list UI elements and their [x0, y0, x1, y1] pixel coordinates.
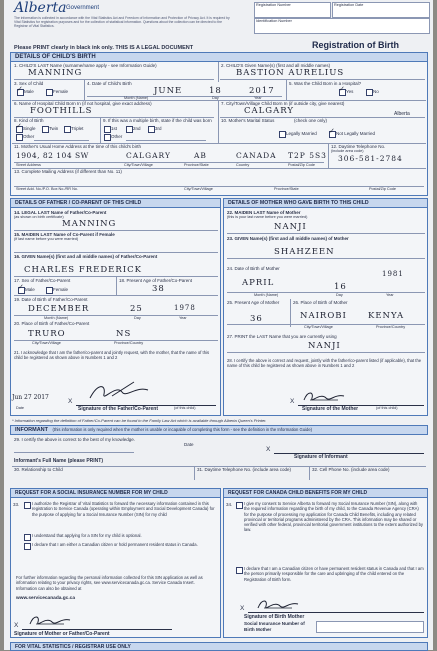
not-married-check: ✓: [329, 128, 335, 135]
ccb-number-label: 34.: [226, 502, 233, 507]
logo-subtitle: Government: [66, 5, 100, 11]
father-acknowledgement: 21. I acknowledge that I am the father/co-parent and jointly request, with the mother, that the name of this child be registered as shown above in Numbers 1 and 2: [14, 350, 210, 361]
mother-dob-day-caption: Day: [336, 293, 343, 297]
child-given-names-value[interactable]: BASTION AURELIUS: [236, 68, 345, 78]
mother-birth-city[interactable]: NAIROBI: [300, 311, 347, 321]
informant-certify-label: 29. I certify the above is correct to the best of my knowledge.: [14, 437, 136, 442]
form-title: Registration of Birth: [312, 40, 399, 50]
informant-signature-label: Signature of Informant: [294, 454, 348, 460]
marital-status-note: (check one only): [294, 118, 328, 123]
sin-privacy-text: For further information regarding the personal information collected for this SIN application as well as information relating to your privacy rights, see www.servicecanada.gc.ca. Service Canada Insert. Information can also be obtained at: [16, 575, 203, 591]
multiple-1st-checkbox[interactable]: [104, 126, 111, 133]
father-dob-day-caption: Day: [134, 316, 141, 320]
sin-optional-text: I understand that applying for a SIN for my child is optional.: [32, 533, 142, 538]
informant-daytime-phone-label: 31. Daytime Telephone No. (include area code): [197, 467, 291, 472]
city-caption: City/Town/Village: [124, 163, 153, 167]
child-sex-male-check: ✓: [17, 86, 23, 93]
home-address-postal[interactable]: T2P 5S3: [288, 151, 327, 160]
postal-caption: Postal/Zip Code: [288, 163, 316, 167]
father-last-name-label: 14. LEGAL LAST Name of Father/Co-Parent: [14, 210, 107, 215]
child-sex-label: 3. Sex of Child: [14, 81, 44, 86]
marital-status-label: 10. Mother's Marital Status: [221, 118, 275, 123]
mother-dob-year[interactable]: 1981: [382, 270, 404, 278]
birth-other-label: Other: [23, 134, 35, 139]
father-given-names-value[interactable]: CHARLES FREDERICK: [24, 265, 142, 275]
child-given-names-label: 2. CHILD'S Given Name(s) (first and all middle names): [221, 63, 331, 68]
multiple-other-checkbox[interactable]: [104, 134, 111, 141]
hospital-no-label: No: [373, 89, 379, 94]
birth-province-value: Alberta: [394, 111, 410, 117]
father-dob-label: 19. Date of Birth of Father/Co-Parent: [14, 297, 88, 302]
birth-city-value[interactable]: CALGARY: [244, 106, 294, 116]
child-sex-male-label: Male: [24, 89, 34, 94]
daytime-phone-note: (include area code): [331, 149, 364, 153]
country-caption: Country: [236, 163, 250, 167]
father-birth-province[interactable]: NS: [116, 329, 132, 339]
father-sex-female-label: Female: [53, 287, 69, 292]
mother-signature-label: Signature of the Mother: [302, 406, 359, 412]
ccb-sin-label: Social Insurance Number of Birth Mother: [244, 621, 305, 632]
mother-given-names-value[interactable]: SHAHZEEN: [274, 247, 335, 257]
mother-maiden-sub: (this is your last name before you were married): [227, 215, 308, 219]
ccb-consent-checkbox[interactable]: [236, 502, 243, 509]
child-dob-label: 4. Date of Child's Birth: [87, 81, 132, 86]
mother-maiden-label: 22. MAIDEN LAST Name of Mother: [227, 210, 301, 215]
birth-city-label: 7. City/Town/Village Child Born In (if outside city, give nearest): [221, 101, 345, 106]
coparent-maiden-label: 15. MAIDEN LAST Name of Co-Parent if Female: [14, 232, 115, 237]
registrar-use-bar: FOR VITAL STATISTICS / REGISTRAR USE ONLY: [10, 642, 428, 651]
child-dob-day-caption: Day: [212, 96, 219, 100]
sin-section-header: REQUEST FOR A SOCIAL INSURANCE NUMBER FOR MY CHILD: [10, 488, 221, 498]
father-last-name-sub: (as shown on birth certificate): [14, 215, 64, 219]
mother-birthplace-label: 26. Place of Birth of Mother: [293, 300, 348, 305]
hospital-question-label: 5. Was the Child Born in a Hospital?: [289, 81, 362, 86]
alberta-logo: Alberta: [14, 0, 67, 16]
father-age-value[interactable]: 38: [152, 284, 165, 294]
father-last-name-value[interactable]: MANNING: [62, 219, 117, 229]
sin-authorize-text: I authorize the Registrar of Vital Statistics to forward the necessary information contained in this registration to Service Canada (operating within Employment and Social Development Canada) for the purpose of applying for a Social Insurance Number (SIN) for my child: [32, 501, 215, 517]
mother-maiden-value[interactable]: NANJI: [274, 222, 307, 232]
mailing-address-label: 13. Complete Mailing Address (if different than No. 11): [14, 169, 122, 174]
identification-number-label: Identification Number: [256, 19, 292, 23]
father-dob-month[interactable]: DECEMBER: [28, 304, 90, 314]
child-dob-month[interactable]: JUNE: [154, 86, 183, 96]
mother-city-caption: City/Town/Village: [304, 325, 333, 329]
mailing-address-caption: Street Add. No./P.O. Box No./RR No.: [16, 187, 78, 191]
mother-given-names-label: 23. GIVEN Name(s) (first and all middle names) of Mother: [227, 236, 349, 241]
father-given-names-label: 16. GIVEN Name(s) (first and all middle names) of Father/Co-Parent: [14, 254, 158, 259]
mother-details-panel: [223, 198, 428, 416]
mother-dob-year-caption: Year: [386, 293, 394, 297]
daytime-phone-value[interactable]: 306-581-2784: [338, 154, 403, 163]
footnote: * Information regarding the definition of Father/Co-Parent can be found in the Family Law Act which is available through Alberta Queen's Printer.: [12, 418, 267, 423]
father-city-caption: City/Town/Village: [32, 341, 61, 345]
street-caption: Street Address: [16, 163, 41, 167]
mailing-postal-caption: Postal/Zip Code: [369, 187, 397, 191]
father-sex-male-check: ✓: [18, 284, 24, 291]
mother-dob-label: 24. Date of Birth of Mother: [227, 266, 280, 271]
sin-citizen-text: I declare that I am either a Canadian citizen or hold permanent resident status in Canada.: [32, 542, 198, 547]
father-sex-male-label: Male: [25, 287, 35, 292]
registration-number-label: Registration Number: [256, 3, 291, 7]
mother-dob-month-caption: Month (Name): [254, 293, 279, 297]
birth-single-label: Single: [23, 126, 36, 131]
multiple-2nd-checkbox[interactable]: [126, 126, 133, 133]
mother-signature[interactable]: [300, 388, 350, 406]
mother-signature-sub: (of this child): [376, 406, 398, 410]
sin-number-label: 33.: [13, 502, 20, 507]
mother-age-label: 25. Present Age of Mother: [227, 300, 280, 305]
registration-date-label: Registration Date: [334, 3, 364, 7]
father-dob-year[interactable]: 1978: [174, 304, 196, 312]
sin-signature-label: Signature of Mother or Father/Co-Parent: [14, 631, 110, 637]
multiple-1st-label: 1st: [111, 126, 118, 131]
mother-x-mark: X: [290, 398, 295, 405]
sin-x-mark: X: [14, 622, 19, 629]
father-signature[interactable]: [86, 378, 156, 404]
informant-cell-phone-label: 32. Cell Phone No. (include area code): [312, 467, 390, 472]
ccb-section-header: REQUEST FOR CANADA CHILD BENEFITS FOR MY CHILD: [223, 488, 428, 498]
coparent-maiden-sub: (if last name before you were married): [14, 237, 79, 241]
sin-signature[interactable]: [26, 612, 74, 630]
father-sign-date[interactable]: Jun 27 2017: [12, 394, 49, 401]
informant-section-header: [10, 425, 428, 435]
mother-birth-country[interactable]: KENYA: [368, 311, 405, 321]
mother-certification: 28. I certify the above is correct and request, jointly with the father/co-parent listed (if applicable), that the name of this child be registered as shown above in Numbers 1 and 2: [227, 358, 422, 369]
home-address-street[interactable]: 1904, 82 104 SW: [16, 151, 89, 160]
home-address-country[interactable]: CANADA: [236, 151, 277, 160]
child-dob-year-caption: Year: [254, 96, 262, 100]
father-age-label: 18. Present Age of Father/Co-Parent: [119, 278, 193, 283]
child-last-name-label: 1. CHILD'S LAST Name (surname/name apply - see Information Guide): [14, 63, 157, 68]
home-address-label: 11. Mother's Usual Home Address at the time of this child's birth: [14, 144, 141, 149]
father-prov-caption: Province/Country: [114, 341, 144, 345]
ccb-sin-input[interactable]: [316, 621, 424, 633]
birth-other-checkbox[interactable]: [16, 134, 23, 141]
child-sex-female-checkbox[interactable]: [46, 89, 53, 96]
hospital-no-checkbox[interactable]: [366, 89, 373, 96]
privacy-fine-print: The information is collected in accordance with the Vital Statistics Act and Freedom of Information and Protection of Privacy Act. It is required by Vital Statistics for registration purposes and for the collection of statistical information. Questions about the collection can be directed to the Registrar of Vital Statistics.: [14, 16, 230, 29]
father-dob-month-caption: Month (Name): [44, 316, 69, 320]
home-address-city[interactable]: CALGARY: [126, 151, 171, 160]
mother-dob-day[interactable]: 16: [334, 282, 347, 292]
father-section-header: DETAILS OF FATHER / CO-PARENT OF THIS CHILD: [10, 198, 221, 208]
province-caption: Province/State: [184, 163, 209, 167]
ccb-x-mark: X: [240, 605, 245, 612]
ccb-declare-text: I declare that I am a Canadian citizen or have permanent resident status in Canada and that I am the person primarily responsible for the care and upbringing of the child entered on the Registration of Birth form.: [244, 566, 424, 582]
multiple-3rd-label: 3rd: [155, 126, 162, 131]
mother-current-name-label: 27. PRINT the LAST Name that you are currently using: [227, 334, 337, 339]
child-section-header: DETAILS OF CHILD'S BIRTH: [10, 52, 428, 62]
informant-full-name-label: Informant's Full Name (please PRINT): [14, 458, 103, 464]
ccb-declare-checkbox[interactable]: [236, 567, 243, 574]
relationship-label: 30. Relationship to Child: [14, 467, 63, 472]
sin-citizen-checkbox[interactable]: [24, 543, 31, 550]
child-dob-month-caption: Month (Name): [124, 96, 149, 100]
hospital-name-label: 6. Name of Hospital Child Born In (if not hospital, give exact address): [14, 101, 152, 106]
father-date-caption: Date: [16, 406, 25, 410]
mother-prov-caption: Province/Country: [376, 325, 406, 329]
informant-section-note: (this information is only required when the mother is unable or incapable of completing this form - see the definition in the Information Guide): [52, 427, 313, 432]
birth-triplet-checkbox[interactable]: [64, 126, 71, 133]
mother-dob-month[interactable]: APRIL: [242, 278, 275, 288]
legally-married-checkbox[interactable]: [279, 131, 286, 138]
informant-x-mark: X: [266, 446, 271, 453]
mailing-city-caption: City/Town/Village: [184, 187, 213, 191]
not-married-label: Not Legally Married: [336, 131, 376, 136]
mother-age-value[interactable]: 36: [250, 314, 263, 324]
sin-website-link[interactable]: www.servicecanada.gc.ca: [16, 596, 76, 601]
ccb-consent-text: I give my consent to Service Alberta to forward my Social Insurance Number (SIN), along with the required information regarding the birth of my child, to the Canada Revenue Agency (CRA) for the purpose of processing my application for Canada Child Benefits, including any related provincial or territorial programs administered by the CRA. This information may be shared or verified with other federal, provincial territorial government institutions to the extent authorized by law.: [244, 501, 423, 533]
sin-authorize-checkbox[interactable]: [24, 502, 31, 509]
hospital-name-value[interactable]: FOOTHILLS: [30, 106, 93, 116]
father-birth-city[interactable]: TRURO: [28, 329, 66, 339]
multiple-other-label: Other: [111, 134, 123, 139]
father-signature-label: Signature of the Father/Co-Parent: [78, 406, 159, 412]
father-dob-day[interactable]: 25: [130, 304, 143, 314]
daytime-phone-label: 12. Daytime Telephone No.: [331, 144, 386, 149]
child-sex-female-label: Female: [53, 89, 69, 94]
birth-triplet-label: Triplet: [71, 126, 84, 131]
ccb-signature-label: Signature of Birth Mother: [244, 614, 305, 620]
birth-single-check: ✓: [16, 123, 22, 130]
multiple-2nd-label: 2nd: [133, 126, 141, 131]
informant-date-caption: Date: [184, 442, 194, 447]
mother-section-header: DETAILS OF MOTHER WHO GAVE BIRTH TO THIS CHILD: [223, 198, 428, 208]
informant-section-title: INFORMANT: [15, 427, 48, 433]
mailing-province-caption: Province/State: [274, 187, 299, 191]
home-address-province[interactable]: AB: [194, 151, 207, 160]
multiple-3rd-checkbox[interactable]: [148, 126, 155, 133]
father-signature-sub: (of this child): [174, 406, 196, 410]
birth-twin-label: Twin: [49, 126, 59, 131]
birth-twin-checkbox[interactable]: [42, 126, 49, 133]
print-note: Please PRINT clearly in black ink only. THIS IS A LEGAL DOCUMENT: [14, 45, 194, 51]
child-last-name-value[interactable]: MANNING: [28, 68, 83, 78]
birth-registration-form: [4, 0, 433, 650]
hospital-yes-check: ✓: [339, 86, 345, 93]
father-dob-year-caption: Year: [179, 316, 187, 320]
hospital-yes-label: Yes: [346, 89, 354, 94]
father-x-mark: X: [68, 398, 73, 405]
child-dob-year[interactable]: 2017: [249, 86, 275, 96]
legally-married-label: Legally Married: [286, 131, 317, 136]
kind-of-birth-label: 8. Kind of Birth: [14, 118, 44, 123]
child-dob-day[interactable]: 18: [209, 86, 222, 96]
father-sex-label: 17. Sex of Father/Co-Parent: [14, 278, 71, 283]
multiple-birth-label: 9. If this was a multiple birth, state if the child was born: [103, 118, 212, 123]
sin-optional-checkbox[interactable]: [24, 534, 31, 541]
father-birthplace-label: 20. Place of Birth of Father/Co-Parent: [14, 321, 90, 326]
father-sex-female-checkbox[interactable]: [46, 287, 53, 294]
mother-current-name-value[interactable]: NANJI: [308, 341, 341, 351]
